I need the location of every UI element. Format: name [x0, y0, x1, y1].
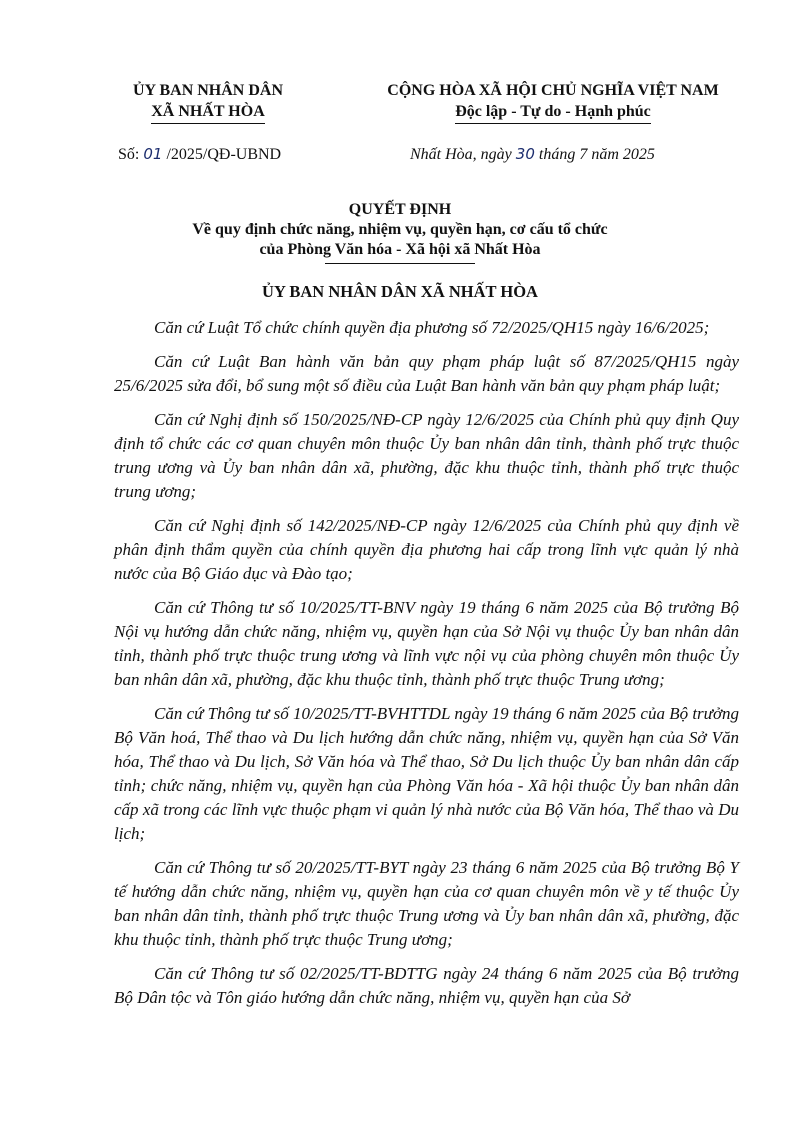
doc-number-prefix: Số:: [118, 146, 144, 163]
legal-basis-paragraph: Căn cứ Thông tư số 20/2025/TT-BYT ngày 23 tháng 6 năm 2025 của Bộ trưởng Bộ Y tế hướng dẫn chức năng, nhiệm vụ, quyền hạn của cơ quan chuyên môn về y tế thuộc Ủy ban nhân dân tỉnh, thành phố trực thuộc Trung ương và Ủy ban nhân dân xã, phường, đặc khu thuộc tỉnh, thành phố trực thuộc Trung ương;: [114, 858, 739, 949]
date-day-handwritten: 30: [515, 145, 535, 163]
document-date: [410, 145, 655, 164]
title-line2: Về quy định chức năng, nhiệm vụ, quyền hạn, cơ cấu tổ chức: [192, 221, 608, 238]
org-line1: ỦY BAN NHÂN DÂN: [132, 82, 284, 99]
doc-number-suffix: /2025/QĐ-UBND: [162, 146, 282, 163]
legal-basis-section: [114, 316, 739, 1020]
document-number: [118, 145, 281, 164]
title-line3: của Phòng Văn hóa - Xã hội xã Nhất Hòa: [259, 241, 541, 258]
motto: Độc lập - Tự do - Hạnh phúc: [455, 101, 651, 124]
legal-basis-paragraph: Căn cứ Luật Tổ chức chính quyền địa phương số 72/2025/QH15 ngày 16/6/2025;: [154, 318, 710, 337]
document-title: [100, 200, 700, 264]
date-suffix: tháng 7 năm 2025: [534, 146, 655, 163]
title-line1: QUYẾT ĐỊNH: [348, 201, 452, 218]
legal-basis-paragraph: Căn cứ Thông tư số 02/2025/TT-BDTTG ngày 24 tháng 6 năm 2025 của Bộ trưởng Bộ Dân tộc và Tôn giáo hướng dẫn chức năng, nhiệm vụ, quyền hạn của Sở: [114, 964, 739, 1007]
legal-basis-paragraph: Căn cứ Thông tư số 10/2025/TT-BVHTTDL ngày 19 tháng 6 năm 2025 của Bộ trưởng Bộ Văn hoá, Thể thao và Du lịch hướng dẫn chức năng, nhiệm vụ, quyền hạn của Sở Văn hóa, Thể thao và Du lịch, Sở Văn hóa và Thể thao, Sở Du lịch thuộc Ủy ban nhân dân cấp tỉnh; chức năng, nhiệm vụ, quyền hạn của Phòng Văn hóa - Xã hội thuộc Ủy ban nhân dân cấp xã trong các lĩnh vực thuộc phạm vi quản lý nhà nước của Bộ Văn hóa, Thể thao và Du lịch;: [114, 704, 740, 843]
issuing-authority-header: [108, 80, 308, 124]
org-line2: XÃ NHẤT HÒA: [151, 101, 265, 124]
country-name: CỘNG HÒA XÃ HỘI CHỦ NGHĨA VIỆT NAM: [387, 82, 719, 99]
national-motto-header: [358, 80, 748, 124]
legal-basis-paragraph: Căn cứ Luật Ban hành văn bản quy phạm pháp luật số 87/2025/QH15 ngày 25/6/2025 sửa đổi, bổ sung một số điều của Luật Ban hành văn bản quy phạm pháp luật;: [114, 352, 739, 395]
title-underline: [325, 263, 475, 264]
doc-number-handwritten: 01: [143, 145, 163, 163]
legal-basis-paragraph: Căn cứ Nghị định số 142/2025/NĐ-CP ngày 12/6/2025 của Chính phủ quy định về phân định thẩm quyền của chính quyền địa phương hai cấp trong lĩnh vực quản lý nhà nước của Bộ Giáo dục và Đào tạo;: [114, 516, 739, 583]
issuing-body-heading: ỦY BAN NHÂN DÂN XÃ NHẤT HÒA: [262, 282, 538, 301]
date-prefix: Nhất Hòa, ngày: [410, 146, 516, 163]
legal-basis-paragraph: Căn cứ Nghị định số 150/2025/NĐ-CP ngày 12/6/2025 của Chính phủ quy định Quy định tổ chức các cơ quan chuyên môn thuộc Ủy ban nhân dân tỉnh, thành phố trực thuộc trung ương và Ủy ban nhân dân xã, phường, đặc khu thuộc tỉnh, thành phố trực thuộc trung ương;: [114, 410, 739, 501]
legal-basis-paragraph: Căn cứ Thông tư số 10/2025/TT-BNV ngày 19 tháng 6 năm 2025 của Bộ trưởng Bộ Nội vụ hướng dẫn chức năng, nhiệm vụ, quyền hạn của Sở Nội vụ thuộc Ủy ban nhân dân tỉnh, thành phố trực thuộc trung ương và lĩnh vực nội vụ của phòng chuyên môn thuộc Ủy ban nhân dân xã, phường, đặc khu thuộc tỉnh, thành phố trực thuộc Trung ương;: [114, 598, 739, 689]
